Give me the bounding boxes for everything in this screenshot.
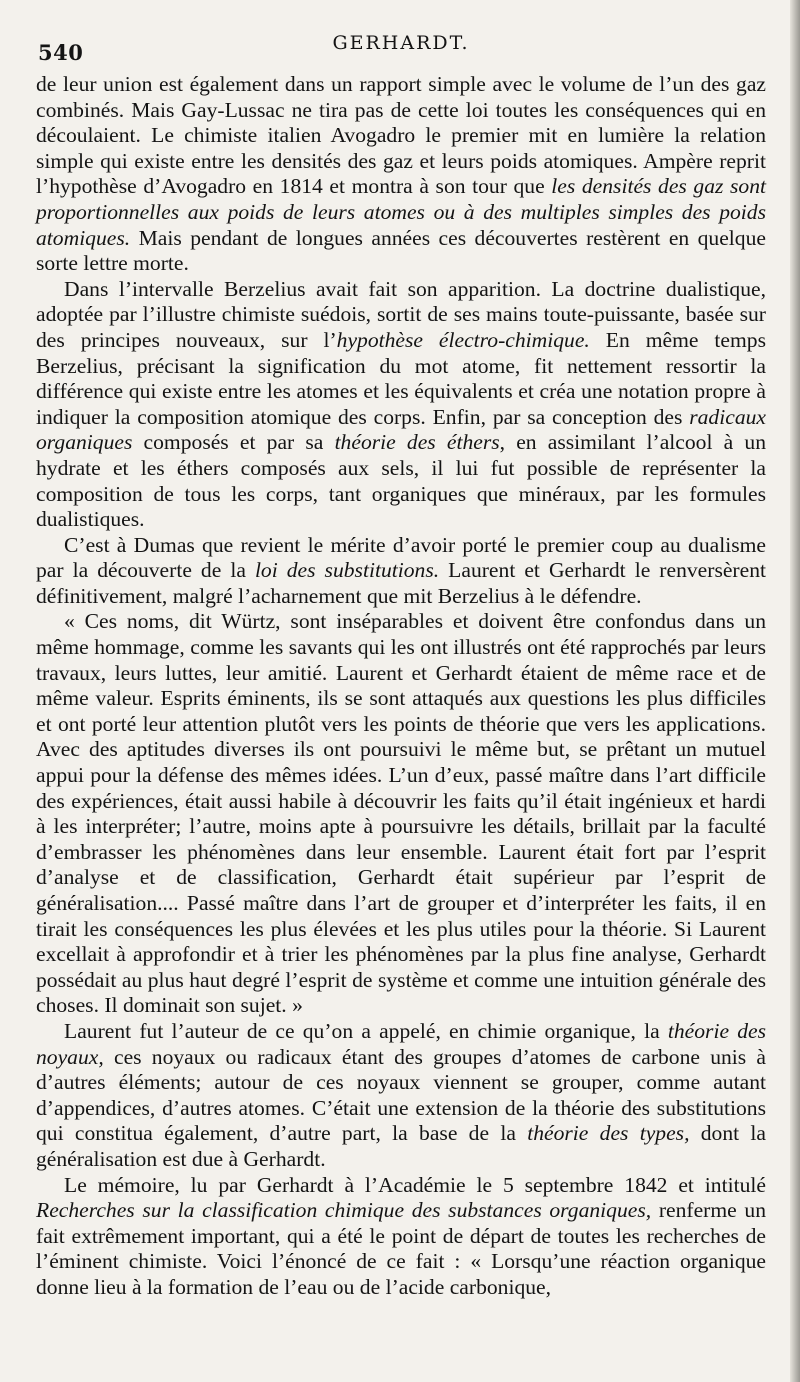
italic-text-segment: théorie des éthers <box>334 430 500 455</box>
text-segment: renferme un fait extrêmement important, qui a été le point de départ de toutes les recherches de l’éminent chimiste. Voici l’énoncé de ce fait : « Lorsqu’une réaction organique donne lieu à la formation de l’eau ou de l’acide carbonique, <box>36 1198 766 1299</box>
italic-text-segment: Recherches sur la classification chimique des substances organiques, <box>36 1198 652 1223</box>
paragraph <box>36 72 766 277</box>
paragraph <box>36 1173 766 1301</box>
page-header <box>36 28 766 72</box>
text-segment: C’est à Dumas que revient le mérite d’avoir porté le premier coup au dualisme par la découverte de la <box>36 532 766 583</box>
italic-text-segment: radicaux organiques <box>36 404 766 455</box>
text-segment: Mais pendant de longues années ces découvertes restèrent en quelque sorte lettre morte. <box>36 225 766 276</box>
text-segment: , en assimilant l’alcool à un hydrate et les éthers composés aux sels, il lui fut possible de représenter la composition de tous les corps, tant organiques que minéraux, par les formules dualistiques. <box>36 430 766 532</box>
paragraph <box>36 277 766 533</box>
text-segment: ces noyaux ou radicaux étant des groupes d’atomes de carbone unis à d’autres éléments; autour de ces noyaux viennent se grouper, comme autant d’appendices, d’autres atomes. C’était une extension de la théorie des substitutions qui constitua également, d’autre part, la base de la <box>36 1044 766 1146</box>
italic-text-segment: les densités des gaz sont proportionnelles aux poids de leurs atomes ou à des multiples simples des poids atomiques. <box>36 174 766 250</box>
paragraph <box>36 609 766 1019</box>
text-segment: Laurent fut l’auteur de ce qu’on a appelé, en chimie organique, la <box>64 1018 668 1043</box>
text-segment: de leur union est également dans un rapport simple avec le volume de l’un des gaz combinés. Mais Gay-Lussac ne tira pas de cette loi toutes les conséquences qui en découlaient. Le chimiste italien Avogadro le premier mit en lumière la relation simple qui existe entre les densités des gaz et leurs poids atomiques. Ampère reprit l’hypothèse d’Avogadro en 1814 et montra à son tour que <box>36 72 766 199</box>
text-segment: « Ces noms, dit Würtz, sont inséparables et doivent être confondus dans un même hommage, comme les savants qui les ont illustrés ont été rapprochés par leurs travaux, leurs luttes, leur amitié. Laurent et Gerhardt étaient de même race et de même valeur. Esprits éminents, ils se sont attaqués aux questions les plus difficiles et ont porté leur attention plutôt vers les points de théorie que vers les applications. Avec des aptitudes diverses ils ont poursuivi le même but, se prêtant un mutuel appui pour la défense des mêmes idées. L’un d’eux, passé maître dans l’art difficile des expériences, était aussi habile à découvrir les faits qu’il était ingénieux et hardi à les interpréter; l’autre, moins apte à poursuivre les détails, brillait par la faculté d’embrasser les phénomènes dans leur ensemble. Laurent était fort par l’esprit d’analyse et de classification, Gerhardt était supérieur par l’esprit de généralisation.... Passé maître dans l’art de grouper et d’interpréter les faits, il en tirait les conséquences les plus élevées et les plus utiles pour la théorie. Si Laurent excellait à approfondir et à trier les phénomènes par la plus fine analyse, Gerhardt possédait au plus haut degré l’esprit de système et comme une intuition générale des choses. Il dominait son sujet. » <box>36 609 766 1018</box>
text-segment: En même temps Berzelius, précisant la signification du mot atome, fit nettement ressortir la différence qui existe entre les atomes et les équivalents et créa une notation propre à indiquer la composition atomique des corps. Enfin, par sa conception des <box>36 327 766 429</box>
paragraph <box>36 533 766 610</box>
page-edge-shadow <box>790 0 800 1382</box>
italic-text-segment: loi des substitutions. <box>254 558 440 583</box>
body-text <box>36 72 766 1301</box>
italic-text-segment: théorie des noyaux, <box>36 1018 766 1069</box>
text-segment: Le mémoire, lu par Gerhardt à l’Académie le 5 septembre 1842 et intitulé <box>64 1172 766 1197</box>
text-segment: Dans l’intervalle Berzelius avait fait son apparition. La doctrine dualistique, adoptée par l’illustre chimiste suédois, sortit de ses mains toute-puissante, basée sur des principes nouveaux, sur l’ <box>36 276 766 352</box>
running-head: GERHARDT. <box>332 32 470 54</box>
paragraph <box>36 1019 766 1173</box>
page-number: 540 <box>38 40 84 65</box>
italic-text-segment: hypothèse électro-chimique. <box>336 327 590 352</box>
text-segment: composés et par sa <box>132 430 335 455</box>
italic-text-segment: théorie des types, <box>527 1121 690 1146</box>
text-segment: Laurent et Gerhardt le renversèrent définitivement, malgré l’acharnement que mit Berzelius à le défendre. <box>36 558 766 608</box>
text-segment: dont la généralisation est due à Gerhardt. <box>36 1121 767 1171</box>
